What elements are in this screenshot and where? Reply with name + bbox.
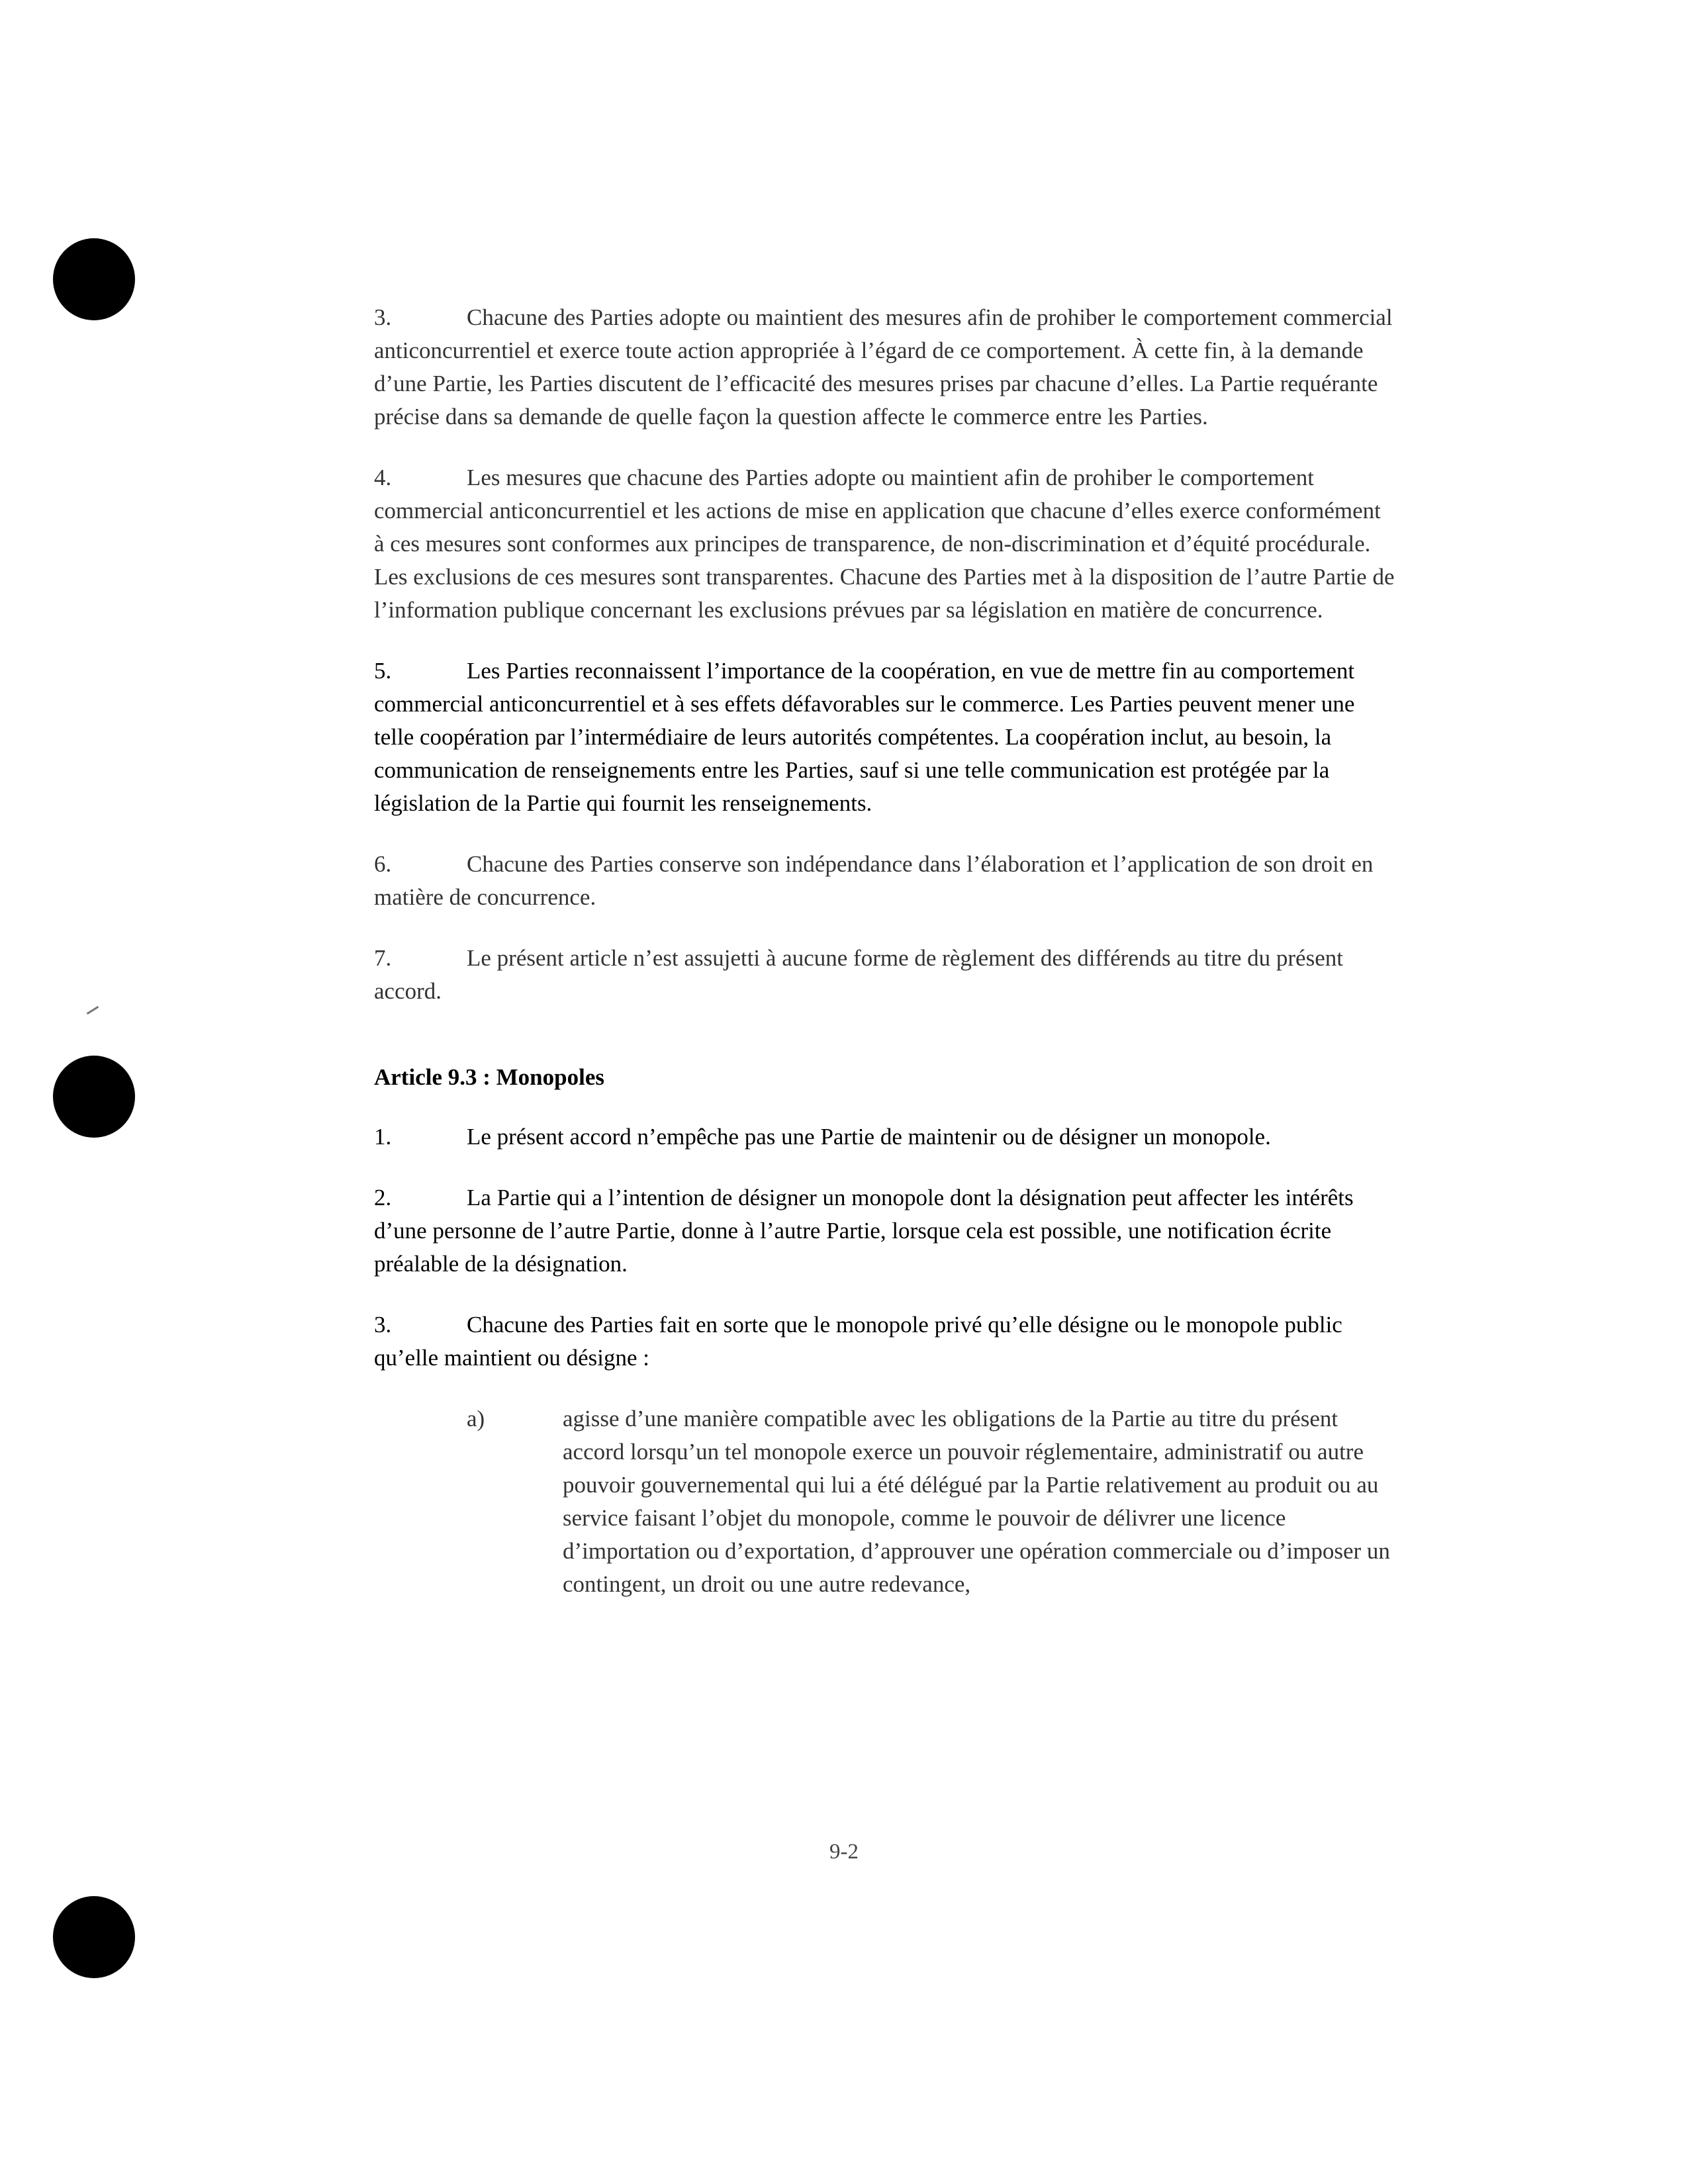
page-number: 9-2 xyxy=(829,1840,859,1864)
binder-hole-middle xyxy=(53,1056,135,1138)
article-paragraph-1 xyxy=(374,1120,1397,1154)
article-paragraph-3 xyxy=(374,1308,1397,1375)
paragraph-number: 1. xyxy=(374,1124,392,1150)
paragraph-number: 7. xyxy=(374,945,392,971)
article-heading: Article 9.3 : Monopoles xyxy=(374,1064,604,1090)
paragraph-number: 3. xyxy=(374,1312,392,1338)
paragraph-number: 3. xyxy=(374,304,392,330)
paragraph-7 xyxy=(374,942,1397,1008)
paragraph-6 xyxy=(374,848,1397,914)
scan-mark xyxy=(87,1006,99,1015)
sub-item-label: a) xyxy=(467,1406,485,1432)
paragraph-text: Chacune des Parties conserve son indépendance dans l’élaboration et l’application de son droit en matière de concurrence. xyxy=(374,851,1374,910)
paragraph-text: Chacune des Parties fait en sorte que le monopole privé qu’elle désigne ou le monopole public qu’elle maintient ou désigne : xyxy=(374,1312,1342,1371)
paragraph-number: 2. xyxy=(374,1185,392,1210)
document-body xyxy=(374,301,1397,1601)
paragraph-text: La Partie qui a l’intention de désigner un monopole dont la désignation peut affecter les intérêts d’une personne de l’autre Partie, donne à l’autre Partie, lorsque cela est possible, une notification écrite préalable de la désignation. xyxy=(374,1185,1354,1277)
paragraph-text: Les Parties reconnaissent l’importance de la coopération, en vue de mettre fin au comportement commercial anticoncurrentiel et à ses effets défavorables sur le commerce. Les Parties peuvent mener une telle coopération par l’intermédiaire de leurs autorités compétentes. La coopération inclut, au besoin, la communication de renseignements entre les Parties, sauf si une telle communication est protégée par la législation de la Partie qui fournit les renseignements. xyxy=(374,658,1355,816)
article-paragraph-2 xyxy=(374,1181,1397,1281)
paragraph-number: 6. xyxy=(374,851,392,877)
paragraph-text: Les mesures que chacune des Parties adopte ou maintient afin de prohiber le comportement commercial anticoncurrentiel et les actions de mise en application que chacune d’elles exerce conformément à ces mesures sont conformes aux principes de transparence, de non-discrimination et d’équité procédurale. Les exclusions de ces mesures sont transparentes. Chacune des Parties met à la disposition de l’autre Partie de l’information publique concernant les exclusions prévues par sa législation en matière de concurrence. xyxy=(374,465,1395,623)
paragraph-5 xyxy=(374,655,1397,820)
paragraph-number: 4. xyxy=(374,465,392,490)
paragraph-text: Le présent article n’est assujetti à aucune forme de règlement des différends au titre du présent accord. xyxy=(374,945,1343,1004)
paragraph-text: Le présent accord n’empêche pas une Partie de maintenir ou de désigner un monopole. xyxy=(467,1124,1271,1150)
paragraph-4 xyxy=(374,461,1397,627)
sub-item-text: agisse d’une manière compatible avec les obligations de la Partie au titre du présent accord lorsqu’un tel monopole exerce un pouvoir réglementaire, administratif ou autre pouvoir gouvernemental qui lui a été délégué par la Partie relativement au produit ou au service faisant l’objet du monopole, comme le pouvoir de délivrer une licence d’importation ou d’exportation, d’approuver une opération commerciale ou d’imposer un contingent, un droit ou une autre redevance, xyxy=(563,1406,1390,1597)
sub-item-a xyxy=(467,1402,1397,1601)
paragraph-3 xyxy=(374,301,1397,433)
paragraph-text: Chacune des Parties adopte ou maintient des mesures afin de prohiber le comportement commercial anticoncurrentiel et exerce toute action appropriée à l’égard de ce comportement. À cette fin, à la demande d’une Partie, les Parties discutent de l’efficacité des mesures prises par chacune d’elles. La Partie requérante précise dans sa demande de quelle façon la question affecte le commerce entre les Parties. xyxy=(374,304,1393,430)
paragraph-number: 5. xyxy=(374,658,392,684)
binder-hole-bottom xyxy=(53,1896,135,1978)
binder-hole-top xyxy=(53,238,135,320)
